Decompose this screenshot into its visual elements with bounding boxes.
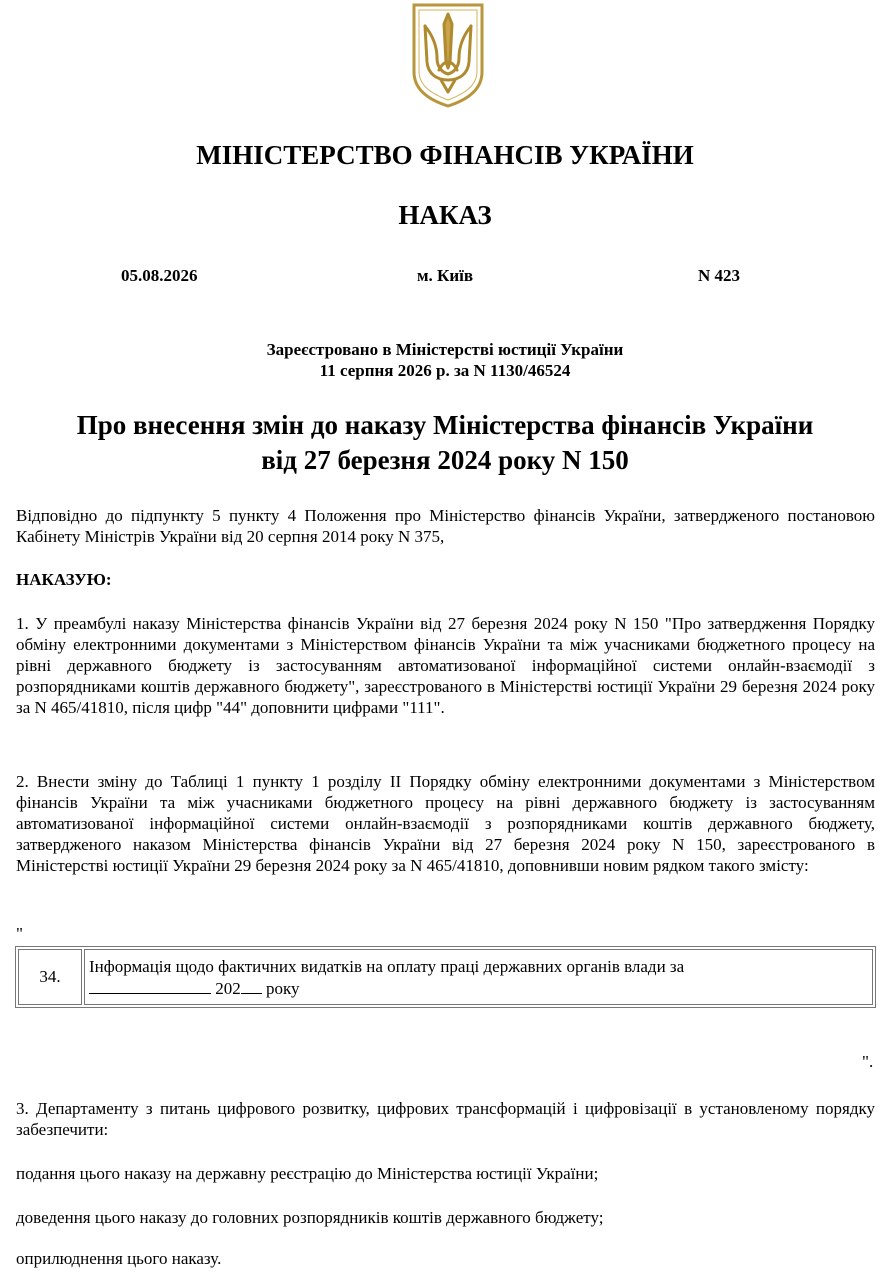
table-row [18, 949, 873, 1005]
registration-line-1: Зареєстровано в Міністерстві юстиції України [266, 340, 624, 359]
year-suffix: року [266, 978, 300, 998]
document-title [0, 408, 890, 478]
order-city: м. Київ [416, 266, 474, 285]
document-type: НАКАЗ [398, 200, 492, 230]
table-row-description: Інформація щодо фактичних видатків на оплату праці державних органів влади за [89, 956, 685, 976]
ministry-name: МІНІСТЕРСТВО ФІНАНСІВ УКРАЇНИ [196, 140, 694, 170]
order-heading: НАКАЗУЮ: [16, 570, 112, 589]
item-2-paragraph: 2. Внести зміну до Таблиці 1 пункту 1 розділу II Порядку обміну електронними документами з Міністерством фінансів України та між учасниками бюджетного процесу на рівні державного бюджету із застосуванням автоматизованої інформаційної системи онлайн-взаємодії з розпорядниками коштів державного бюджету, затвердженого наказом Міністерства фінансів України від 27 березня 2024 року N 150, зареєстрованого в Міністерстві юстиції України 29 березня 2024 року за N 465/41810, доповнивши новим рядком такого змісту: [16, 772, 875, 875]
order-number: N 423 [698, 266, 741, 285]
preamble-paragraph: Відповідно до підпункту 5 пункту 4 Положення про Міністерство фінансів України, затвердженого постановою Кабінету Міністрів України від 20 серпня 2014 року N 375, [16, 506, 875, 546]
title-line-1: Про внесення змін до наказу Міністерства фінансів України [76, 410, 814, 440]
item-3-subitem-publication: оприлюднення цього наказу. [16, 1249, 222, 1268]
item-3-subitem-registration: подання цього наказу на державну реєстрацію до Міністерства юстиції України; [16, 1164, 599, 1183]
item-1-paragraph: 1. У преамбулі наказу Міністерства фінансів України від 27 березня 2024 року N 150 "Про затвердження Порядку обміну електронними документами з Міністерством фінансів України та між учасниками бюджетного процесу на рівні державного бюджету із застосуванням автоматизованої інформаційної системи онлайн-взаємодії з розпорядниками коштів державного бюджету", зареєстрованого в Міністерстві юстиції України 29 березня 2024 року за N 465/41810, після цифр "44" доповнити цифрами "111". [16, 614, 875, 717]
blank-year-field [241, 977, 262, 994]
item-3-paragraph: 3. Департаменту з питань цифрового розвитку, цифрових трансформацій і цифровізації в установленому порядку забезпечити: [16, 1099, 875, 1139]
table-row-number: 34. [18, 949, 82, 1005]
registration-note [0, 339, 890, 381]
title-line-2: від 27 березня 2024 року N 150 [261, 445, 629, 475]
blank-period-field [89, 977, 211, 994]
trident-coat-of-arms-icon [411, 2, 485, 108]
opening-quote: " [16, 924, 23, 943]
table-row-text [84, 949, 873, 1005]
registration-line-2: 11 серпня 2026 р. за N 1130/46524 [319, 361, 571, 380]
amendment-table [15, 946, 876, 1008]
item-3-subitem-distribution: доведення цього наказу до головних розпорядників коштів державного бюджету; [16, 1208, 604, 1227]
order-date: 05.08.2026 [121, 266, 198, 285]
year-prefix: 202 [215, 978, 241, 998]
closing-quote: ". [862, 1052, 874, 1071]
